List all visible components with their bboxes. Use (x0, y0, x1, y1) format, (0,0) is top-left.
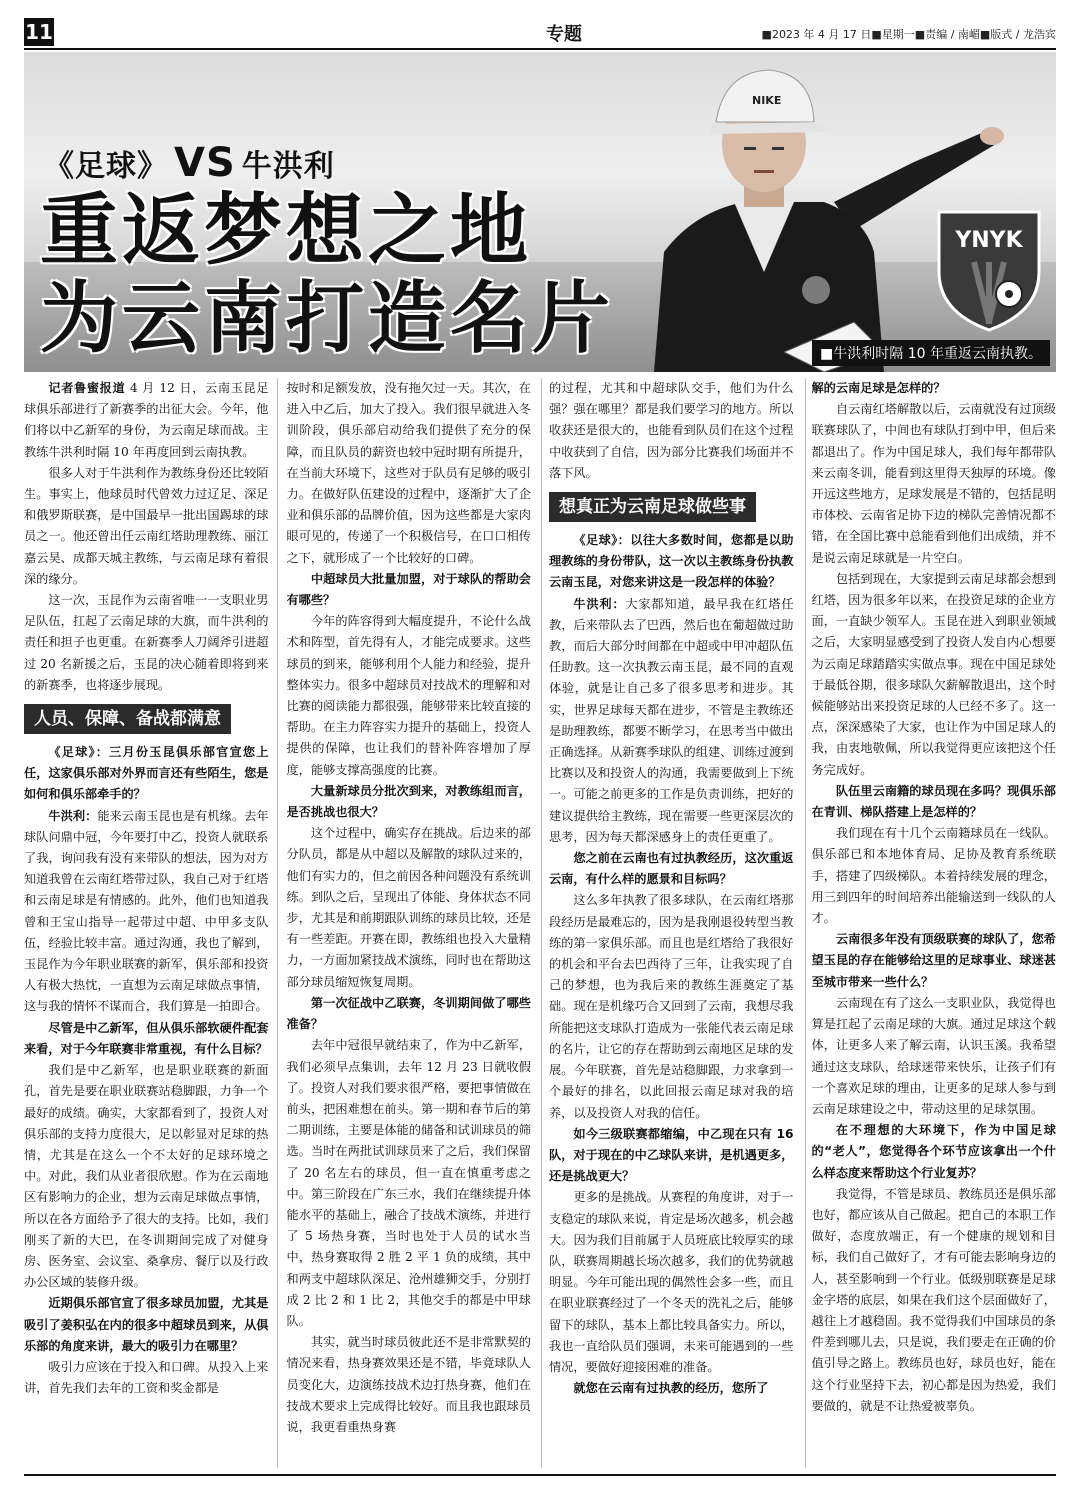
byline: 记者鲁蜜报道 (48, 381, 126, 395)
column-3 (549, 378, 794, 1468)
question: 《足球》：以往大多数时间，您都是以助理教练的身份带队，这一次以主教练身份执教云南玉昆，对您来讲这是一段怎样的体验？ (549, 533, 794, 590)
paragraph: 去年中冠很早就结束了，作为中乙新军，我们必须早点集训，去年 12 月 23 日就收假了。投资人对我们要求很严格，要把事情做在前头，把困难想在前头。第一期和春节后的第二期训练，主要是体能的储备和试训球员的筛选。当时在两批试训球员来了之后，我们保留了 20 名左右的球员，但一直在慎重考虑之中。第三阶段在广东三水，我们在继续提升体能水平的基础上，融合了技战术演练，并进行了 5 场热身赛，当时也处于人员的试水当中，热身赛取得 2 胜 2 平 1 负的成绩，其中和两支中超球队深足、沧州雄狮交手，分别打成 2 比 2 和 1 比 2，其他交手的都是中甲球队。 (286, 1038, 531, 1328)
subheading: 人员、保障、备战都满意 (24, 704, 231, 734)
footer-rule (24, 1474, 1056, 1476)
column-4 (812, 378, 1057, 1468)
paragraph: 这个过程中，确实存在挑战。后边来的部分队员，都是从中超以及解散的球队过来的，他们有实力的，但之前因各种问题没有系统训练。到队之后，呈现出了体能、身体状态不同步，尤其是和前期跟队训练的球员比较，还是有一些差距。开赛在即，教练组也投入大量精力，一方面加紧技战术演练，同时也在帮助这部分球员缩短恢复周期。 (286, 826, 531, 989)
kicker-right: 牛洪利 (241, 149, 335, 184)
issue-meta: ■2023 年 4 月 17 日■星期一■责编 / 南嵋■版式 / 龙浩宾 (761, 28, 1056, 41)
question: 《足球》：三月份玉昆俱乐部官宣您上任，这家俱乐部对外界而言还有些陌生，您是如何和俱乐部牵手的？ (24, 745, 269, 802)
answer-text: 大家都知道，最早我在红塔任教，后来带队去了巴西，然后也在葡超做过助教，而后大部分时间都在中超或中甲冲超队伍任助教。这一次执教云南玉昆，最不同的直观体验，就是让自己多了很多思考和进步。其实，世界足球每天都在进步，不管是主教练还是助理教练，都要不断学习，在思考当中做出正确选择。从新赛季球队的组建、训练过渡到比赛以及和投资人的沟通，我需要做到上下统一。可能之前更多的工作是负责训练，把好的建议提供给主教练，现在需要一些更深层次的思考，因为每天都深感身上的责任更重了。 (549, 596, 794, 844)
column-1 (24, 378, 269, 1468)
paragraph: 其实，就当时球员彼此还不是非常默契的情况来看，热身赛效果还是不错，毕竟球队人员变化大，边演练技战术边打热身赛，他们在技战术要求上完成得比较好。而且我也跟球员说，我更看重热身赛 (286, 1335, 531, 1434)
paragraph: 这一次，玉昆作为云南省唯一一支职业男足队伍，扛起了云南足球的大旗，而牛洪利的责任和担子也更重。在新赛季人刀阔斧引进超过 20 名新援之后，玉昆的决心随着即将到来的新赛季，也将逐步展现。 (24, 593, 269, 692)
paragraph: 我们是中乙新军，也是职业联赛的新面孔，首先是要在职业联赛站稳脚跟，力争一个最好的成绩。确实，大家都看到了，投资人对俱乐部的支持力度很大，足以彰显对足球的热情，尤其是在这么一个不太好的足球环境之中。对此，我们从业者很欣慰。作为在云南地区有影响力的企业，想为云南足球做点事情，所以在各方面给予了很大的支持。比如，我们刚买了新的大巴，在冬训期间完成了对健身房、医务室、会议室、桑拿房、餐厅以及行政办公区域的装修升级。 (24, 1063, 269, 1290)
club-crest-icon (934, 202, 1044, 332)
question: 您之前在云南也有过执教经历，这次重返云南，有什么样的愿景和目标吗？ (549, 851, 794, 887)
paragraph-text: 4 月 12 日，云南玉昆足球俱乐部进行了新赛季的出征大会。今年，他们将以中乙新军的身份，为云南足球而战。主教练牛洪利时隔 10 年再度回到云南执教。 (24, 381, 269, 459)
paragraph: 很多人对于牛洪利作为教练身份还比较陌生。事实上，他球员时代曾效力过辽足、深足和俄罗斯联赛，是中国最早一批出国踢球的球员之一。他还曾出任云南红塔助理教练、丽江嘉云昊、成都天城主教练，与云南足球有着很深的缘分。 (24, 465, 269, 586)
question: 如今三级联赛都缩编，中乙现在只有 16 队，对于现在的中乙球队来讲，是机遇更多，还是挑战更大？ (549, 1126, 794, 1184)
question: 云南很多年没有顶级联赛的球队了，您希望玉昆的存在能够给这里的足球事业、球迷甚至城市带来一些什么？ (811, 932, 1056, 989)
kicker-left: 《足球》 (44, 149, 168, 184)
article-body (24, 378, 1056, 1468)
question: 大量新球员分批次到来，对教练组而言，是否挑战也很大？ (286, 783, 531, 820)
page-number: 11 (25, 20, 53, 44)
question: 解的云南足球是怎样的？ (811, 381, 946, 395)
paragraph: 云南现在有了这么一支职业队，我觉得也算是扛起了云南足球的大旗。通过足球这个载体，让更多人来了解云南，认识玉溪。我希望通过这支球队，给球迷带来快乐，让孩子们有一个喜欢足球的理由，让更多的足球人参与到云南足球建设之中，带动这里的足球氛围。 (811, 995, 1056, 1116)
paragraph: 自云南红塔解散以后，云南就没有过顶级联赛球队了，中间也有球队打到中甲，但后来都退出了。作为中国足球人，我们每年都带队来云南冬训，能看到这里得天独厚的环境。像开远这些地方，足球发展是不错的，包括昆明市体校、云南省足协下边的梯队完善情况都不错，在全国比赛中总能看到他们出成绩，并不是说云南足球就是一片空白。 (811, 402, 1056, 565)
hero-photo (24, 52, 1056, 372)
cap-logo-text: NIKE (752, 94, 782, 107)
answer-text: 能来云南玉昆也是有机缘。去年球队问鼎中冠，今年要打中乙，投资人就联系了我，询问我有没有来带队的想法，因为对方知道我曾在云南红塔带过队，我自己对于红塔和云南足球是有情感的。此外，他们也知道我曾和王宝山指导一起带过中超、中甲多支队伍，经验比较丰富。通过沟通，我也了解到，玉昆作为今年职业联赛的新军，俱乐部和投资人有极大热忱，一直想为云南足球做点事情，这与我的情怀不谋而合，我们算是一拍即合。 (24, 808, 269, 1014)
paragraph (24, 378, 269, 463)
paragraph: 更多的是挑战。从赛程的角度讲，对于一支稳定的球队来说，肯定是场次越多，机会越大。因为我们目前属于人员班底比较厚实的球队，联赛周期越长场次越多，我们的优势就越明显。今年可能出现的偶然性会多一些，而且在职业联赛经过了一个冬天的洗礼之后，能够留下的球队，基本上都比较具备实力。所以，我也一直给队员们强调，未来可能遇到的一些情况，要做好迎接困难的准备。 (549, 1190, 794, 1374)
paragraph: 按时和足额发放，没有拖欠过一天。其次，在进入中乙后，加大了投入。我们很早就进入冬训阶段，俱乐部启动给我们提供了充分的保障，而且队员的薪资也较中冠时期有所提升，在当前大环境下，这些对于队员有足够的吸引力。在做好队伍建设的过程中，逐渐扩大了企业和俱乐部的品牌价值，因为这些都是大家肉眼可见的，传递了一个积极信号，在口口相传之下，就形成了一个比较好的口碑。 (286, 381, 531, 565)
masthead (24, 18, 1056, 50)
paragraph: 今年的阵容得到大幅度提升，不论什么战术和阵型，首先得有人，才能完成要求。这些球员的到来，能够利用个人能力和经验，提升整体实力。很多中超球员对技战术的理解和对比赛的阅读能力都很强，能够带来比较直接的帮助。在主力阵容实力提升的基础上，投资人提供的保障，也让我们的替补阵容增加了厚度，能够支撑高强度的比赛。 (286, 614, 531, 777)
speaker-label: 牛洪利： (573, 596, 626, 611)
paragraph: 包括到现在，大家提到云南足球都会想到红塔，因为很多年以来，在投资足球的企业方面，一直缺少领军人。玉昆在进入到职业领域之后，大家明显感受到了投资人发自内心想要为云南足球踏踏实实做点事。现在中国足球处于最低谷期，很多球队欠薪解散退出，这个时候能够站出来投资足球的人已经不多了。这一点，深深感染了大家，也让作为中国足球人的我，由衷地敬佩，所以我觉得更应该把这个任务完成好。 (811, 571, 1056, 777)
photo-caption: ■牛洪利时隔 10 年重返云南执教。 (812, 340, 1050, 366)
subheading: 想真正为云南足球做些事 (549, 492, 756, 522)
paragraph: 我们现在有十几个云南籍球员在一线队。俱乐部已和本地体育局、足协及教育系统联手，搭建了四级梯队。本着持续发展的理念，用三到四年的时间培养出能输送到一线队的人才。 (811, 826, 1056, 926)
paragraph (24, 806, 269, 1018)
kicker (44, 140, 335, 186)
section-name: 专题 (546, 24, 582, 45)
paragraph: 我觉得，不管是球员、教练员还是俱乐部也好，都应该从自己做起。把自己的本职工作做好，态度放端正，有一个健康的规划和目标，我们自己做好了，才有可能去影响身边的人，甚至影响到一个行业。低级别联赛是足球金字塔的底层，如果在我们这个层面做好了，越往上才越稳固。我不觉得我们中国球员的条件差到哪儿去，只是说，我们要走在正确的价值引导之路上。教练员也好，球员也好，能在这个行业坚持下去，初心都是因为热爱，我们要做的，就是不让热爱被辜负。 (811, 1186, 1056, 1413)
column-2 (287, 378, 532, 1468)
speaker-label: 牛洪利： (48, 808, 98, 823)
paragraph: 吸引力应该在于投入和口碑。从投入上来讲，首先我们去年的工资和奖金都是 (24, 1359, 269, 1396)
question: 中超球员大批量加盟，对于球队的帮助会有哪些？ (286, 571, 531, 608)
paragraph: 的过程，尤其和中超球队交手，他们为什么强？强在哪里？都是我们要学习的地方。所以收获还是很大的，也能看到队员们在这个过程中收获到了自信，因为部分比赛我们场面并不落下风。 (549, 381, 794, 480)
question: 近期俱乐部官宣了很多球员加盟，尤其是吸引了姜积弘在内的很多中超球员到来，从俱乐部的角度来讲，最大的吸引力在哪里？ (24, 1296, 269, 1353)
question: 尽管是中乙新军，但从俱乐部软硬件配套来看，对于今年联赛非常重视，有什么目标？ (24, 1020, 269, 1056)
question: 第一次征战中乙联赛，冬训期间做了哪些准备？ (286, 995, 531, 1032)
paragraph (549, 594, 794, 848)
paragraph: 这么多年执教了很多球队，在云南红塔那段经历是最难忘的，因为是我刚退役转型当教练的第一家俱乐部。而且也是红塔给了我很好的机会和平台去巴西待了三年，让我实现了自己的梦想，也为我后来的教练生涯奠定了基础。现在是机缘巧合又回到了云南，我想尽我所能把这支球队打造成为一张能代表云南足球的名片，让它的存在帮助到云南地区足球的发展。今年联赛，首先是站稳脚跟，力求拿到一个最好的排名，以此回报云南足球对我的培养，以及投资人对我的信任。 (549, 893, 794, 1120)
crest-text: YNYK (955, 228, 1023, 253)
question: 在不理想的大环境下，作为中国足球的“老人”，您觉得各个环节应该拿出一个什么样态度来帮助这个行业复苏？ (811, 1123, 1056, 1180)
kicker-vs: VS (174, 140, 236, 186)
question: 就您在云南有过执教的经历，您所了 (573, 1381, 769, 1396)
headline-line-2: 为云南打造名片 (40, 273, 615, 364)
headline-line-1: 重返梦想之地 (40, 185, 533, 276)
question: 队伍里云南籍的球员现在多吗？现俱乐部在青训、梯队搭建上是怎样的？ (811, 783, 1056, 820)
